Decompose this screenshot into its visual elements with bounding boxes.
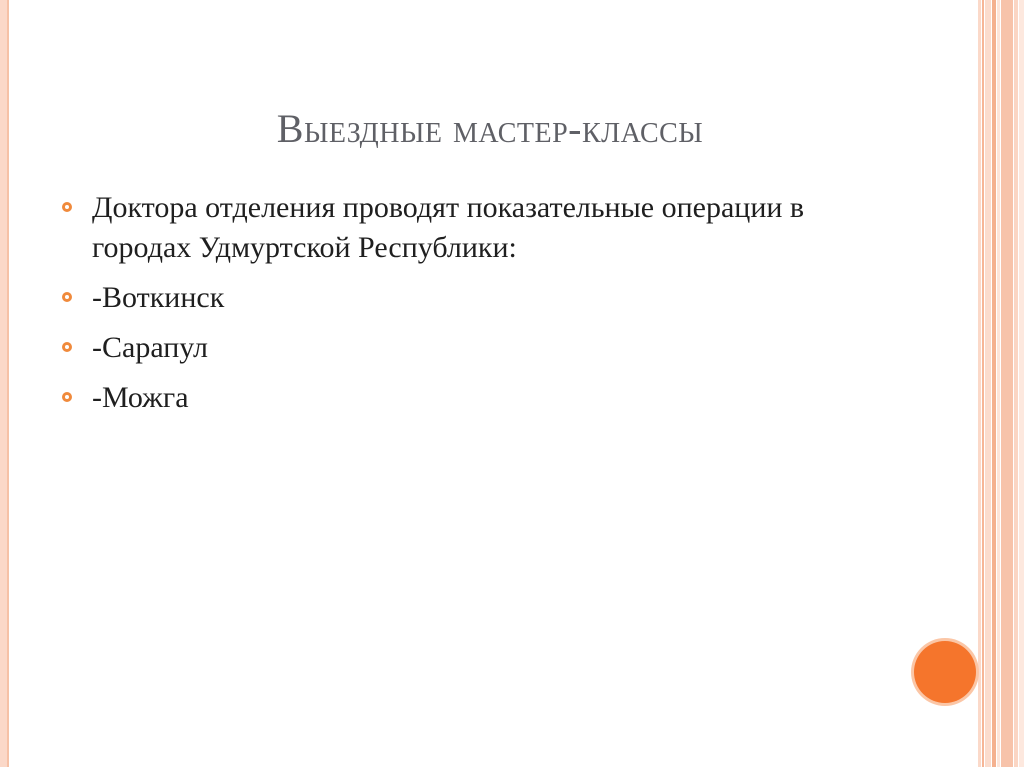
list-item — [62, 378, 902, 418]
right-stripes-decoration — [978, 0, 1024, 767]
bullet-icon — [62, 342, 72, 352]
list-item-text: Доктора отделения проводят показательные операции в городах Удмуртской Республики: — [92, 191, 805, 264]
list-item — [62, 188, 902, 268]
list-item-text: -Воткинск — [92, 281, 225, 314]
bullet-icon — [62, 202, 72, 212]
slide-title: Выездные мастер-классы — [276, 106, 704, 151]
list-item — [62, 278, 902, 318]
list-item — [62, 328, 902, 368]
list-item-text: -Можга — [92, 381, 189, 414]
bullet-icon — [62, 292, 72, 302]
bullet-icon — [62, 392, 72, 402]
decorative-circle-icon — [914, 641, 976, 703]
list-item-text: -Сарапул — [92, 331, 208, 364]
bullet-list — [62, 188, 902, 428]
